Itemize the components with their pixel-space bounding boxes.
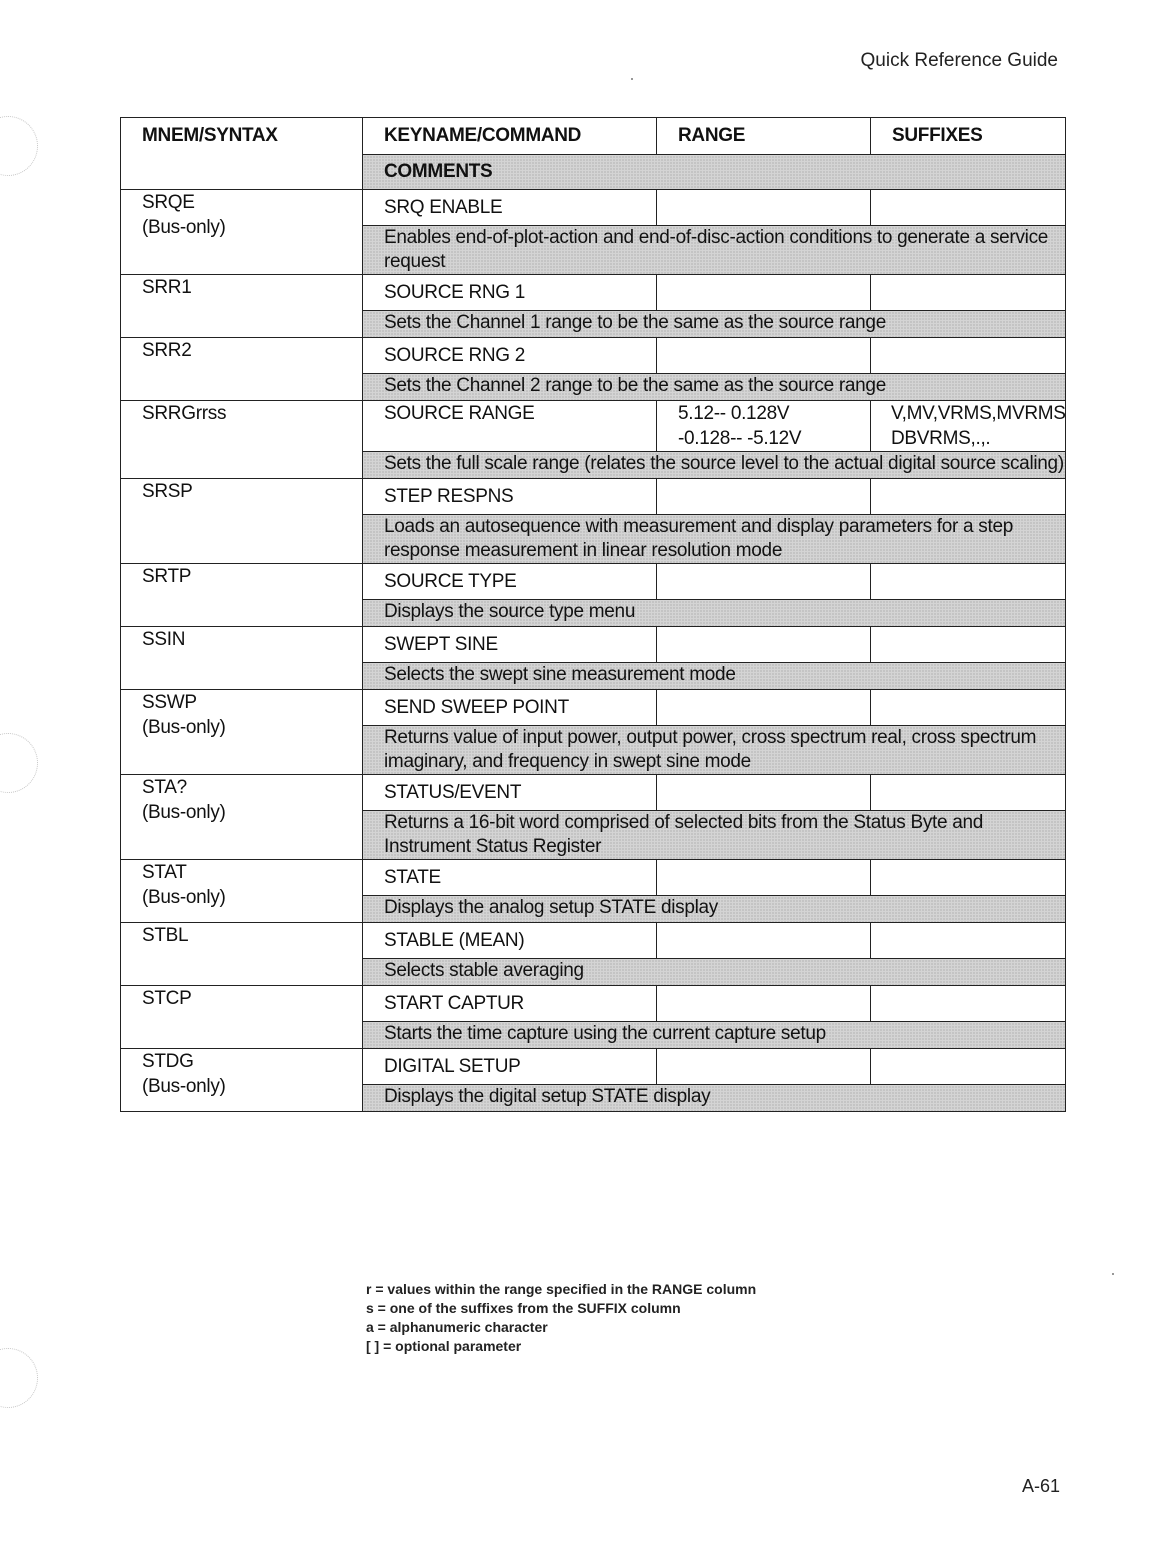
suffixes-cell bbox=[871, 190, 1066, 226]
comment-cell: Selects stable averaging bbox=[363, 959, 1066, 986]
comment-cell: Starts the time capture using the current capture setup bbox=[363, 1022, 1066, 1049]
mnem-syntax: SRR1 bbox=[142, 277, 192, 298]
keyname-cell: SOURCE RANGE bbox=[363, 401, 657, 452]
col-header-mnem: MNEM/SYNTAX bbox=[121, 118, 363, 190]
suffixes-line: V,MV,VRMS,MVRMS bbox=[891, 403, 1066, 424]
range-cell bbox=[657, 564, 871, 600]
col-header-comments: COMMENTS bbox=[363, 155, 1066, 190]
mnem-syntax: SRR2 bbox=[142, 340, 192, 361]
mnem-cell bbox=[121, 986, 363, 1049]
mnem-cell bbox=[121, 923, 363, 986]
suffixes-cell bbox=[871, 775, 1066, 811]
punch-hole bbox=[0, 116, 38, 176]
range-cell bbox=[657, 401, 871, 452]
range-cell bbox=[657, 275, 871, 311]
table-row bbox=[121, 275, 1066, 311]
mnem-cell bbox=[121, 860, 363, 923]
legend-item: [ ] = optional parameter bbox=[366, 1338, 522, 1354]
table-row bbox=[121, 338, 1066, 374]
mnem-cell bbox=[121, 690, 363, 775]
mnem-syntax: SRTP bbox=[142, 566, 192, 587]
mnem-cell bbox=[121, 479, 363, 564]
legend-item: s = one of the suffixes from the SUFFIX column bbox=[366, 1300, 681, 1316]
legend-item: a = alphanumeric character bbox=[366, 1319, 548, 1335]
page-header-title: Quick Reference Guide bbox=[860, 50, 1058, 71]
mnem-note: (Bus-only) bbox=[142, 887, 226, 908]
table-row bbox=[121, 479, 1066, 515]
col-header-range: RANGE bbox=[657, 118, 871, 155]
header-row bbox=[121, 118, 1066, 155]
mnem-cell bbox=[121, 338, 363, 401]
comment-cell: Sets the full scale range (relates the source level to the actual digital source scaling) bbox=[363, 452, 1066, 479]
speck bbox=[631, 78, 633, 80]
mnem-syntax: SRSP bbox=[142, 481, 193, 502]
comment-cell: Returns a 16-bit word comprised of selected bits from the Status Byte and Instrument Status Register bbox=[363, 811, 1066, 860]
mnem-note: (Bus-only) bbox=[142, 717, 226, 738]
comment-cell: Displays the source type menu bbox=[363, 600, 1066, 627]
range-cell bbox=[657, 690, 871, 726]
mnem-cell bbox=[121, 190, 363, 275]
mnem-syntax: STDG bbox=[142, 1051, 194, 1072]
suffixes-cell bbox=[871, 1049, 1066, 1085]
keyname-cell: SOURCE TYPE bbox=[363, 564, 657, 600]
keyname-cell: START CAPTUR bbox=[363, 986, 657, 1022]
page-number: A-61 bbox=[1021, 1476, 1060, 1496]
mnem-cell bbox=[121, 627, 363, 690]
mnem-note: (Bus-only) bbox=[142, 802, 226, 823]
comment-cell: Displays the digital setup STATE display bbox=[363, 1085, 1066, 1112]
mnem-cell bbox=[121, 564, 363, 627]
range-cell bbox=[657, 923, 871, 959]
keyname-cell: DIGITAL SETUP bbox=[363, 1049, 657, 1085]
suffixes-cell bbox=[871, 338, 1066, 374]
suffixes-cell bbox=[871, 860, 1066, 896]
mnem-syntax: STBL bbox=[142, 925, 189, 946]
keyname-cell: SWEPT SINE bbox=[363, 627, 657, 663]
table-row bbox=[121, 923, 1066, 959]
table-row bbox=[121, 190, 1066, 226]
range-cell bbox=[657, 190, 871, 226]
comment-cell: Sets the Channel 2 range to be the same as the source range bbox=[363, 374, 1066, 401]
suffixes-cell bbox=[871, 275, 1066, 311]
comment-cell: Sets the Channel 1 range to be the same as the source range bbox=[363, 311, 1066, 338]
range-cell bbox=[657, 1049, 871, 1085]
suffixes-line: DBVRMS,.,. bbox=[891, 428, 991, 449]
col-header-key: KEYNAME/COMMAND bbox=[363, 118, 657, 155]
range-cell bbox=[657, 860, 871, 896]
mnem-syntax: SSIN bbox=[142, 629, 186, 650]
keyname-cell: SOURCE RNG 1 bbox=[363, 275, 657, 311]
range-line: 5.12-- 0.128V bbox=[678, 403, 790, 424]
mnem-note: (Bus-only) bbox=[142, 1076, 226, 1097]
mnem-cell bbox=[121, 775, 363, 860]
comment-cell: Loads an autosequence with measurement and display parameters for a step response measurement in linear resolution mode bbox=[363, 515, 1066, 564]
quick-reference-table bbox=[120, 117, 1066, 1112]
keyname-cell: SEND SWEEP POINT bbox=[363, 690, 657, 726]
table-row bbox=[121, 1049, 1066, 1085]
range-cell bbox=[657, 986, 871, 1022]
comment-cell: Selects the swept sine measurement mode bbox=[363, 663, 1066, 690]
table-row bbox=[121, 401, 1066, 452]
comment-cell: Enables end-of-plot-action and end-of-disc-action conditions to generate a service request bbox=[363, 226, 1066, 275]
range-cell bbox=[657, 479, 871, 515]
mnem-cell bbox=[121, 1049, 363, 1112]
keyname-cell: STABLE (MEAN) bbox=[363, 923, 657, 959]
range-cell bbox=[657, 627, 871, 663]
table-row bbox=[121, 986, 1066, 1022]
mnem-note: (Bus-only) bbox=[142, 217, 226, 238]
mnem-syntax: STAT bbox=[142, 862, 187, 883]
suffixes-cell bbox=[871, 627, 1066, 663]
comment-cell: Displays the analog setup STATE display bbox=[363, 896, 1066, 923]
keyname-cell: SOURCE RNG 2 bbox=[363, 338, 657, 374]
mnem-syntax: STCP bbox=[142, 988, 192, 1009]
range-cell bbox=[657, 775, 871, 811]
keyname-cell: STATUS/EVENT bbox=[363, 775, 657, 811]
table-row bbox=[121, 627, 1066, 663]
range-cell bbox=[657, 338, 871, 374]
mnem-syntax: SSWP bbox=[142, 692, 197, 713]
mnem-cell bbox=[121, 275, 363, 338]
table-row bbox=[121, 690, 1066, 726]
comment-cell: Returns value of input power, output power, cross spectrum real, cross spectrum imaginary, and frequency in swept sine mode bbox=[363, 726, 1066, 775]
legend-item: r = values within the range specified in the RANGE column bbox=[366, 1281, 757, 1297]
table-row bbox=[121, 564, 1066, 600]
suffixes-cell bbox=[871, 986, 1066, 1022]
suffixes-cell bbox=[871, 479, 1066, 515]
mnem-cell bbox=[121, 401, 363, 479]
speck bbox=[1112, 1273, 1114, 1275]
punch-hole bbox=[0, 1348, 38, 1408]
keyname-cell: STATE bbox=[363, 860, 657, 896]
keyname-cell: STEP RESPNS bbox=[363, 479, 657, 515]
suffixes-cell bbox=[871, 401, 1066, 452]
table-row bbox=[121, 860, 1066, 896]
punch-hole bbox=[0, 733, 38, 793]
mnem-syntax: STA? bbox=[142, 777, 187, 798]
keyname-cell: SRQ ENABLE bbox=[363, 190, 657, 226]
legend bbox=[366, 1280, 756, 1356]
col-header-suffixes: SUFFIXES bbox=[871, 118, 1066, 155]
suffixes-cell bbox=[871, 923, 1066, 959]
range-line: -0.128-- -5.12V bbox=[678, 428, 802, 449]
suffixes-cell bbox=[871, 564, 1066, 600]
table-row bbox=[121, 775, 1066, 811]
mnem-syntax: SRQE bbox=[142, 192, 195, 213]
suffixes-cell bbox=[871, 690, 1066, 726]
mnem-syntax: SRRGrrss bbox=[142, 403, 227, 424]
